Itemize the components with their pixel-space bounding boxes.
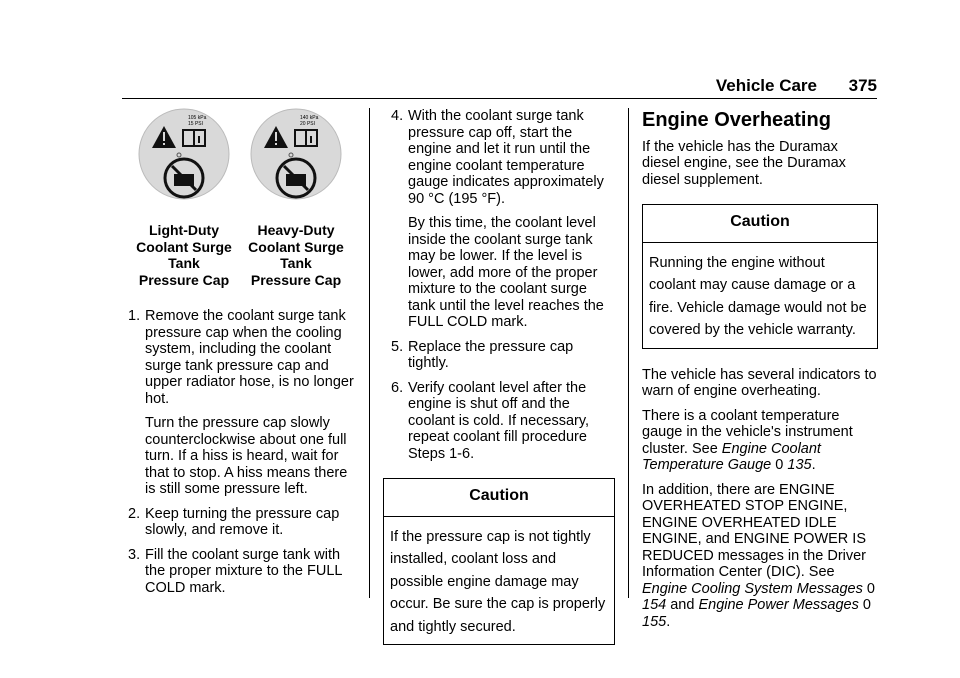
svg-text:15 PSI: 15 PSI [188, 121, 204, 127]
heavy-duty-cap [240, 108, 352, 288]
caution-title: Caution [643, 205, 877, 243]
step-1: 1. Remove the coolant surge tank pressure cap when the cooling system, including the coolant surge tank pressure cap and upper radiator hose, is no longer hot. Turn the pressure cap slowly counterclockwise about one full turn. If a hiss is heard, wait for that to stop. A hiss means there is still some pressure left. [128, 308, 354, 497]
pressure-cap-illustrations [120, 108, 360, 288]
column-2 [383, 108, 615, 645]
page-ref[interactable]: 154 [642, 597, 667, 613]
steps-list-2 [383, 108, 615, 462]
page-number: 375 [848, 76, 877, 95]
cap-label: Light-Duty Coolant Surge Tank Pressure Cap [136, 222, 232, 288]
column-divider [628, 108, 629, 598]
svg-text:105 kPa: 105 kPa [188, 115, 207, 121]
crossref-link[interactable]: Engine Coolant Temperature Gauge [642, 440, 821, 473]
intro-paragraph: If the vehicle has the Duramax diesel engine, see the Duramax diesel supplement. [642, 138, 846, 188]
paragraph: The vehicle has several indicators to warn of engine overheating. [642, 366, 877, 399]
pressure-cap-icon [250, 108, 342, 200]
caution-box [383, 478, 615, 645]
page-header [122, 66, 877, 99]
page-ref[interactable]: 135 [787, 457, 812, 473]
crossref-link[interactable]: Engine Cooling System Messages [642, 580, 863, 597]
step-2: 2. Keep turning the pressure cap slowly, and remove it. [128, 505, 340, 538]
pressure-cap-icon [138, 108, 230, 200]
step-6: 6. Verify coolant level after the engine is shut off and the coolant is cold. If necessary, repeat coolant fill procedure Steps 1-6. [391, 379, 590, 462]
svg-text:20 PSI: 20 PSI [300, 121, 316, 127]
paragraph: In addition, there are ENGINE OVERHEATED STOP ENGINE, ENGINE OVERHEATED IDLE ENGINE, and ENGINE POWER IS REDUCED messages in the Driver Information Center (DIC). See Engine Cooling System Messages 0 154 and Engine Power Messages 0 155. [642, 481, 875, 630]
caution-body: Running the engine without coolant may cause damage or a fire. Vehicle damage would not be covered by the vehicle warranty. [649, 254, 867, 338]
step-5: 5. Replace the pressure cap tightly. [391, 338, 574, 371]
page-ref[interactable]: 155 [642, 613, 667, 630]
steps-list-1 [120, 308, 360, 596]
light-duty-cap [128, 108, 240, 288]
caution-title: Caution [384, 479, 614, 517]
svg-text:140 kPa: 140 kPa [300, 115, 319, 121]
column-1 [120, 108, 360, 604]
cap-label: Heavy-Duty Coolant Surge Tank Pressure Cap [248, 222, 344, 288]
step-3: 3. Fill the coolant surge tank with the proper mixture to the FULL COLD mark. [128, 546, 342, 596]
section-title: Vehicle Care [715, 76, 817, 95]
step-4: 4. With the coolant surge tank pressure cap off, start the engine and let it run until the engine coolant temperature gauge indicates approximately 90 °C (195 °F). By this time, the coolant level inside the coolant surge tank may be lower. If the level is lower, add more of the proper mixture to the coolant surge tank until the level reaches the FULL COLD mark. [391, 108, 604, 330]
caution-body: If the pressure cap is not tightly installed, coolant loss and possible engine damage may occur. Be sure the cap is properly and tightly secured. [390, 528, 606, 635]
page-ref-icon: 0 [866, 580, 875, 597]
section-heading: Engine Overheating [642, 109, 831, 131]
paragraph: There is a coolant temperature gauge in the vehicle's instrument cluster. See Engine Coolant Temperature Gauge 0 135. [642, 407, 853, 473]
column-divider [369, 108, 370, 598]
caution-box [642, 204, 878, 349]
page-ref-icon: 0 [775, 457, 784, 473]
page-ref-icon: 0 [862, 597, 871, 613]
crossref-link[interactable]: Engine Power Messages [698, 597, 859, 613]
column-3 [642, 108, 878, 638]
